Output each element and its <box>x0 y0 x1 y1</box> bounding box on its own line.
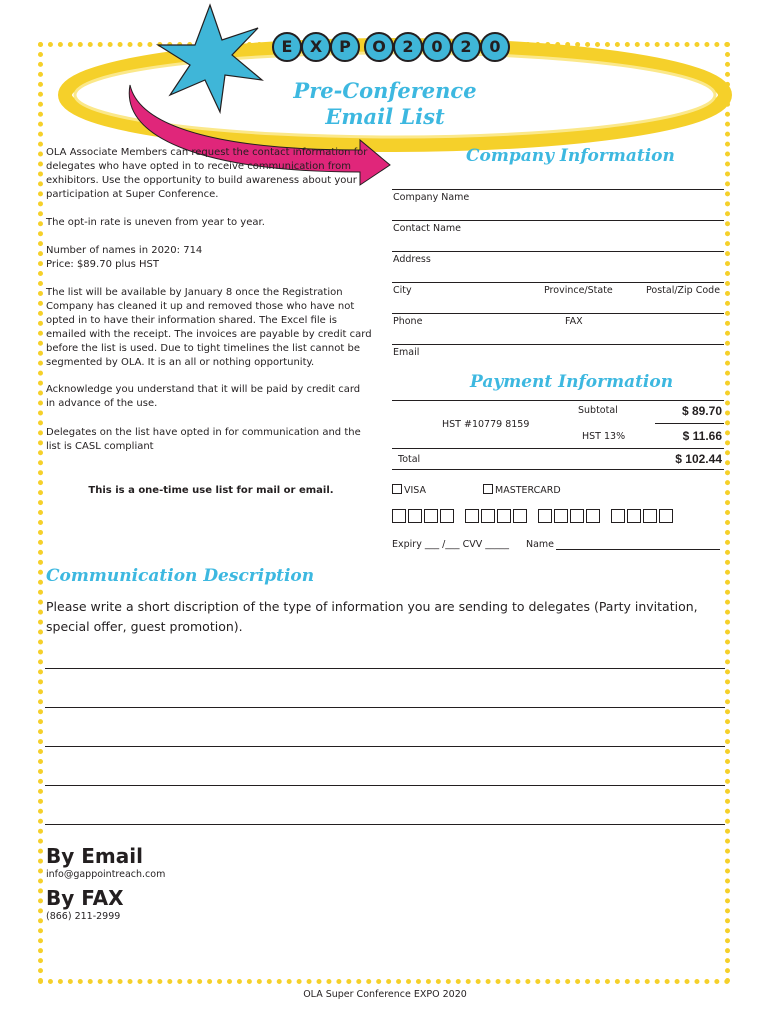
card-digit-box[interactable] <box>481 509 495 523</box>
card-digit-box[interactable] <box>465 509 479 523</box>
expo-letter: 2 <box>451 32 481 62</box>
payment-top-line <box>392 400 724 401</box>
card-digit-box[interactable] <box>424 509 438 523</box>
footer-text: OLA Super Conference EXPO 2020 <box>303 989 467 1000</box>
card-digit-box[interactable] <box>627 509 641 523</box>
address-line[interactable] <box>392 251 724 252</box>
card-digit-box[interactable] <box>513 509 527 523</box>
province-label: Province/State <box>544 285 613 296</box>
communication-heading: Communication Description <box>46 566 315 586</box>
contact-fax: (866) 211-2999 <box>46 911 121 922</box>
page-title-line2: Email List <box>325 104 445 129</box>
card-digit-box[interactable] <box>643 509 657 523</box>
description-line[interactable] <box>45 824 725 825</box>
expo-letter: 0 <box>480 32 510 62</box>
page-title-line1: Pre-Conference <box>293 78 477 103</box>
card-digit-box[interactable] <box>586 509 600 523</box>
description-line[interactable] <box>45 668 725 669</box>
by-fax-heading: By FAX <box>46 886 124 910</box>
phone-label: Phone <box>393 316 423 327</box>
mastercard-label: MASTERCARD <box>495 485 561 496</box>
intro-price: Price: $89.70 plus HST <box>46 259 159 270</box>
card-digit-box[interactable] <box>611 509 625 523</box>
intro-paragraph: OLA Associate Members can request the contact information for delegates who have opted in to receive communication from exhibitors. Use the opportunity to build awareness about your participation at Super Conference. <box>46 147 368 200</box>
card-digit-box[interactable] <box>440 509 454 523</box>
total-bottom-line <box>392 469 724 470</box>
card-digit-box[interactable] <box>408 509 422 523</box>
contact-name-label: Contact Name <box>393 223 462 234</box>
intro-number: Number of names in 2020: 714 <box>46 245 203 256</box>
company-name-label: Company Name <box>393 192 470 203</box>
card-digit-box[interactable] <box>392 509 406 523</box>
description-line[interactable] <box>45 785 725 786</box>
mastercard-option[interactable] <box>483 484 561 496</box>
visa-checkbox[interactable] <box>392 484 402 494</box>
intro-acknowledge: Acknowledge you understand that it will be paid by credit card in advance of the use. <box>46 384 361 409</box>
city-label: City <box>393 285 412 296</box>
card-digit-box[interactable] <box>554 509 568 523</box>
expiry-cvv-field[interactable]: Expiry ___ /___ CVV _____ <box>392 539 509 550</box>
address-label: Address <box>393 254 431 265</box>
postal-label: Postal/Zip Code <box>646 285 721 296</box>
intro-casl: Delegates on the list have opted in for communication and the list is CASL compliant <box>46 427 361 452</box>
hst-label: HST 13% <box>582 431 626 442</box>
email-line[interactable] <box>392 344 724 345</box>
expo-letter: 0 <box>422 32 452 62</box>
phone-line[interactable] <box>392 313 724 314</box>
expo-letter: P <box>330 32 360 62</box>
expo-letter: 2 <box>393 32 423 62</box>
company-info-heading: Company Information <box>466 146 675 166</box>
contact-email[interactable]: info@gappointreach.com <box>46 869 166 880</box>
card-digit-box[interactable] <box>538 509 552 523</box>
description-line[interactable] <box>45 707 725 708</box>
by-email-heading: By Email <box>46 844 143 868</box>
subtotal-underline <box>655 423 724 424</box>
card-digit-box[interactable] <box>570 509 584 523</box>
payment-info-heading: Payment Information <box>470 372 674 392</box>
total-value: $ 102.44 <box>675 452 722 466</box>
fax-label: FAX <box>565 316 583 327</box>
total-label: Total <box>398 454 421 465</box>
card-digit-box[interactable] <box>497 509 511 523</box>
visa-label: VISA <box>404 485 427 496</box>
hst-value: $ 11.66 <box>682 429 722 443</box>
intro-opt-in: The opt-in rate is uneven from year to year. <box>46 217 265 228</box>
cardholder-name-line[interactable] <box>556 549 720 550</box>
description-line[interactable] <box>45 746 725 747</box>
email-label: Email <box>393 347 420 358</box>
city-line[interactable] <box>392 282 724 283</box>
intro-availability: The list will be available by January 8 once the Registration Company has cleaned it up and removed those who have not opted in to have their information shared. The Excel file is emailed with the receipt. The invoices are payable by credit card before the list is used. Due to tight timelines the list cannot be segmented by OLA. It is an all or nothing opportunity. <box>46 287 372 368</box>
contact-name-line[interactable] <box>392 220 724 221</box>
one-time-note: This is a one-time use list for mail or email. <box>88 485 334 496</box>
total-line <box>392 448 724 449</box>
mastercard-checkbox[interactable] <box>483 484 493 494</box>
subtotal-label: Subtotal <box>578 405 618 416</box>
card-digit-box[interactable] <box>659 509 673 523</box>
visa-option[interactable] <box>392 484 426 496</box>
expo-letter: O <box>364 32 394 62</box>
hst-number: HST #10779 8159 <box>442 419 530 430</box>
subtotal-value: $ 89.70 <box>681 404 722 418</box>
expo-letter: E <box>272 32 302 62</box>
company-name-line[interactable] <box>392 189 724 190</box>
expo-letter: X <box>301 32 331 62</box>
communication-instructions: Please write a short discription of the type of information you are sending to delegates (Party invitation, special offer, guest promotion). <box>46 599 698 634</box>
cardholder-name-label: Name <box>526 539 555 550</box>
